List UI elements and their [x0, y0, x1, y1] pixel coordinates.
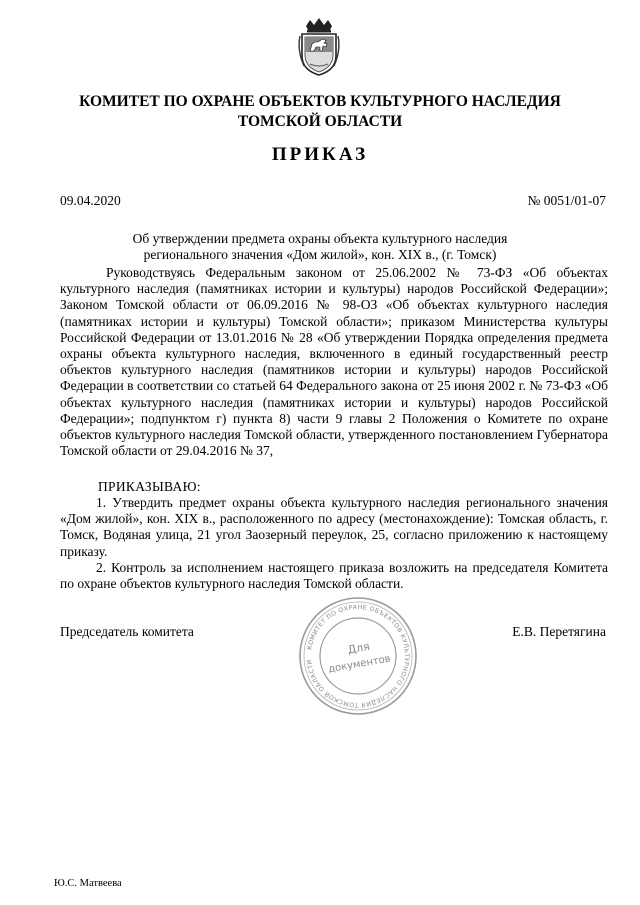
executor-name: Ю.С. Матвеева — [54, 878, 122, 889]
committee-name-line2: ТОМСКОЙ ОБЛАСТИ — [237, 113, 403, 130]
seal-center-line1: Для — [346, 639, 371, 657]
seal-center-line2: документов — [327, 653, 392, 676]
order-date: 09.04.2020 — [60, 193, 121, 208]
order-number: № 0051/01-07 — [527, 193, 606, 208]
order-subject — [100, 231, 540, 263]
preamble-paragraph: Руководствуясь Федеральным законом от 25.06.2002 № 73-ФЗ «Об объектах культурного наследия (памятниках истории и культуры) народов Российской Федерации»; Законом Томской области от 06.09.2016 № 98-ОЗ «Об объектах культурного наследия (памятниках истории и культуры) Томской области»; приказом Министерства культуры Российской Федерации от 13.01.2016 № 28 «Об утверждении Порядка определения предмета охраны объекта культурного наследия, включенного в единый государственный реестр объектов культурного наследия (памятников истории и культуры) народов Российской Федерации в соответствии со статьей 64 Федерального закона от 25 июня 2002 г. № 73-ФЗ «Об объектах культурного наследия (памятниках истории и культуры) народов Российской Федерации»; подпунктом г) пункта 8) части 9 главы 2 Положения о Комитете по охране объектов культурного наследия Томской области, утвержденного постановлением Губернатора Томской области от 29.04.2016 № 37, — [60, 265, 608, 459]
signatory-title: Председатель комитета — [60, 624, 194, 639]
decree-word: ПРИКАЗЫВАЮ: — [98, 479, 201, 494]
signatory-name: Е.В. Перетягина — [512, 624, 606, 639]
document-title: ПРИКАЗ — [271, 144, 369, 165]
order-item-2: 2. Контроль за исполнением настоящего приказа возложить на председателя Комитета по охране объектов культурного наследия Томской области. — [60, 560, 608, 592]
committee-name-line1: КОМИТЕТ ПО ОХРАНЕ ОБЪЕКТОВ КУЛЬТУРНОГО НАСЛЕДИЯ — [79, 93, 561, 110]
order-item-1: 1. Утвердить предмет охраны объекта культурного наследия регионального значения «Дом жилой», кон. XIX в., расположенного по адресу (местонахождение): Томская область, г. Томск, Водяная улица, 21 угол Заозерный переулок, 25, согласно приложению к настоящему приказу. — [60, 495, 608, 559]
svg-text:КОМИТЕТ ПО ОХРАНЕ ОБЪЕКТОВ КУЛ — [306, 604, 410, 708]
order-subject-line2: регионального значения «Дом жилой», кон. XIX в., (г. Томск) — [143, 247, 497, 262]
coat-of-arms-icon — [296, 18, 342, 76]
round-seal-stamp — [296, 594, 420, 718]
seal-ring-text: КОМИТЕТ ПО ОХРАНЕ ОБЪЕКТОВ КУЛЬТУРНОГО НАСЛЕДИЯ ТОМСКОЙ ОБЛАСТИ — [306, 603, 411, 709]
order-subject-line1: Об утверждении предмета охраны объекта культурного наследия — [132, 231, 508, 246]
